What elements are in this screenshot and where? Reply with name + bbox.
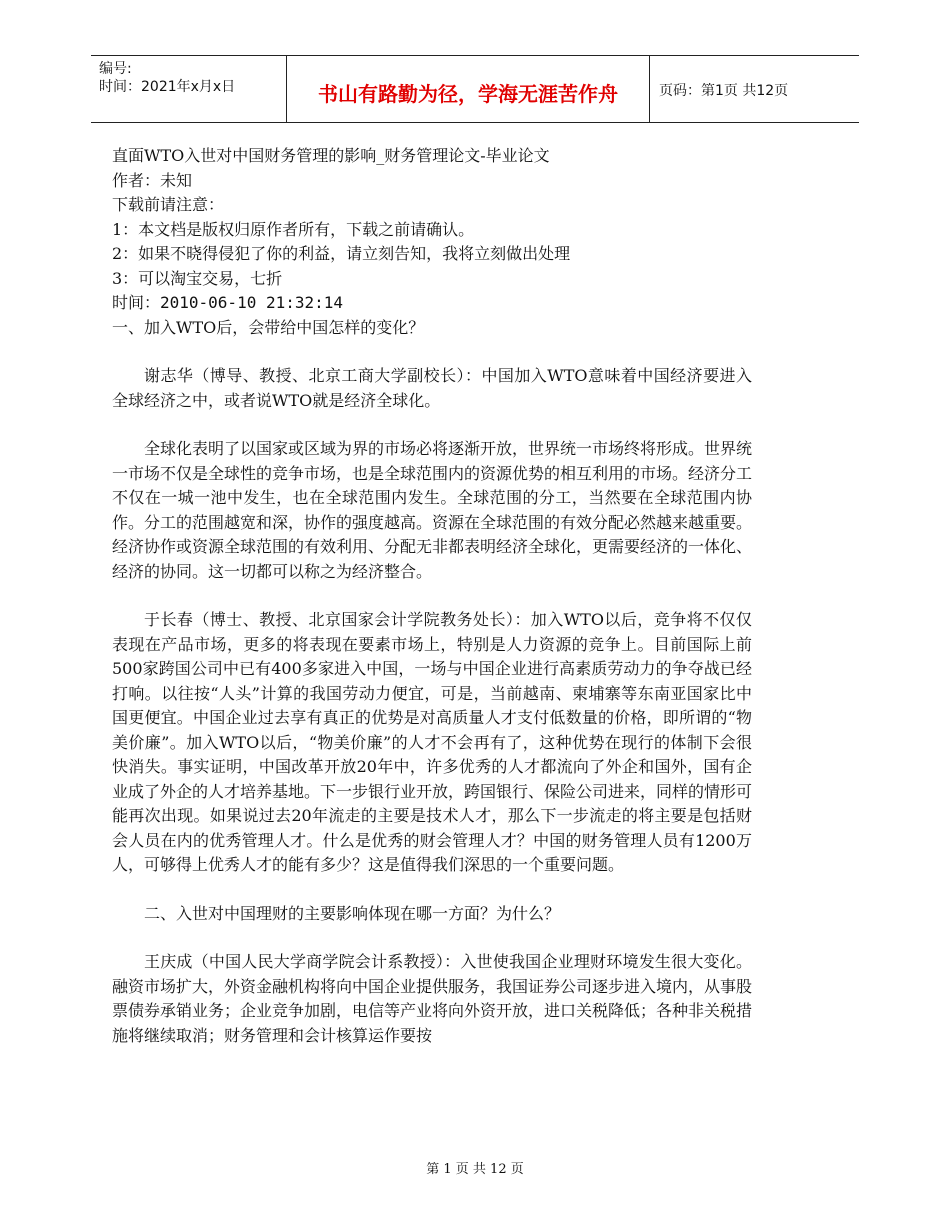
paragraph: 谢志华（博导、教授、北京工商大学副校长）：中国加入WTO意味着中国经济要进入全球经济之中，或者说WTO就是经济全球化。 bbox=[112, 366, 752, 410]
header-motto: 书山有路勤为径，学海无涯苦作舟 bbox=[318, 82, 618, 106]
page-footer: 第 1 页 共 12 页 bbox=[426, 1162, 524, 1177]
notice-item: 3：可以淘宝交易，七折 bbox=[112, 268, 283, 288]
page-header bbox=[91, 55, 859, 123]
document-author: 作者：未知 bbox=[112, 170, 193, 190]
section-question: 一、加入WTO后，会带给中国怎样的变化？ bbox=[112, 317, 425, 337]
document-body bbox=[112, 144, 752, 1048]
paragraph: 王庆成（中国人民大学商学院会计系教授）：入世使我国企业理财环境发生很大变化。融资市场扩大，外资金融机构将向中国企业提供服务，我国证券公司逐步进入境内，从事股票债券承销业务；企业竞争加剧，电信等产业将向外资开放，进口关税降低；各种非关税措施将继续取消；财务管理和会计核算运作要按 bbox=[112, 952, 753, 1045]
section-question: 二、入世对中国理财的主要影响体现在哪一方面？为什么？ bbox=[144, 903, 561, 923]
document-time: 时间：2010-06-10 21:32:14 bbox=[112, 293, 344, 312]
header-divider bbox=[649, 56, 650, 122]
paragraph: 于长春（博士、教授、北京国家会计学院教务处长）：加入WTO以后，竞争将不仅仅表现在产品市场，更多的将表现在要素市场上，特别是人力资源的竞争上。目前国际上前500家跨国公司中已有400多家进入中国，一场与中国企业进行高素质劳动力的争夺战已经打响。以往按“人头”计算的我国劳动力便宜，可是，当前越南、柬埔寨等东南亚国家比中国更便宜。中国企业过去享有真正的优势是对高质量人才支付低数量的价格，即所谓的“物美价廉”。加入WTO以后，“物美价廉”的人才不会再有了，这种优势在现行的体制下会很快消失。事实证明，中国改革开放20年中，许多优秀的人才都流向了外企和国外，国有企业成了外企的人才培养基地。下一步银行业开放，跨国银行、保险公司进来，同样的情形可能再次出现。如果说过去20年流走的主要是技术人才，那么下一步流走的将主要是包括财会人员在内的优秀管理人才。什么是优秀的财会管理人才？中国的财务管理人员有1200万人，可够得上优秀人才的能有多少？这是值得我们深思的一个重要问题。 bbox=[112, 610, 753, 874]
paragraph: 全球化表明了以国家或区域为界的市场必将逐渐开放，世界统一市场终将形成。世界统一市场不仅是全球性的竞争市场，也是全球范围内的资源优势的相互利用的市场。经济分工不仅在一城一池中发生，也在全球范围内发生。全球范围的分工，当然要在全球范围内协作。分工的范围越宽和深，协作的强度越高。资源在全球范围的有效分配必然越来越重要。经济协作或资源全球范围的有效利用、分配无非都表明经济全球化，更需要经济的一体化、经济的协同。这一切都可以称之为经济整合。 bbox=[112, 439, 753, 581]
notice-heading: 下载前请注意： bbox=[112, 195, 225, 214]
notice-item: 2：如果不晓得侵犯了你的利益，请立刻告知，我将立刻做出处理 bbox=[112, 244, 571, 263]
document-number-label: 编号: bbox=[99, 61, 132, 77]
document-title: 直面WTO入世对中国财务管理的影响_财务管理论文-毕业论文 bbox=[112, 146, 550, 165]
document-date: 时间：2021年x月x日 bbox=[99, 79, 236, 95]
notice-item: 1：本文档是版权归原作者所有，下载之前请确认。 bbox=[112, 219, 475, 239]
header-page-info: 页码：第1页 共12页 bbox=[659, 83, 789, 99]
header-meta bbox=[99, 60, 235, 96]
